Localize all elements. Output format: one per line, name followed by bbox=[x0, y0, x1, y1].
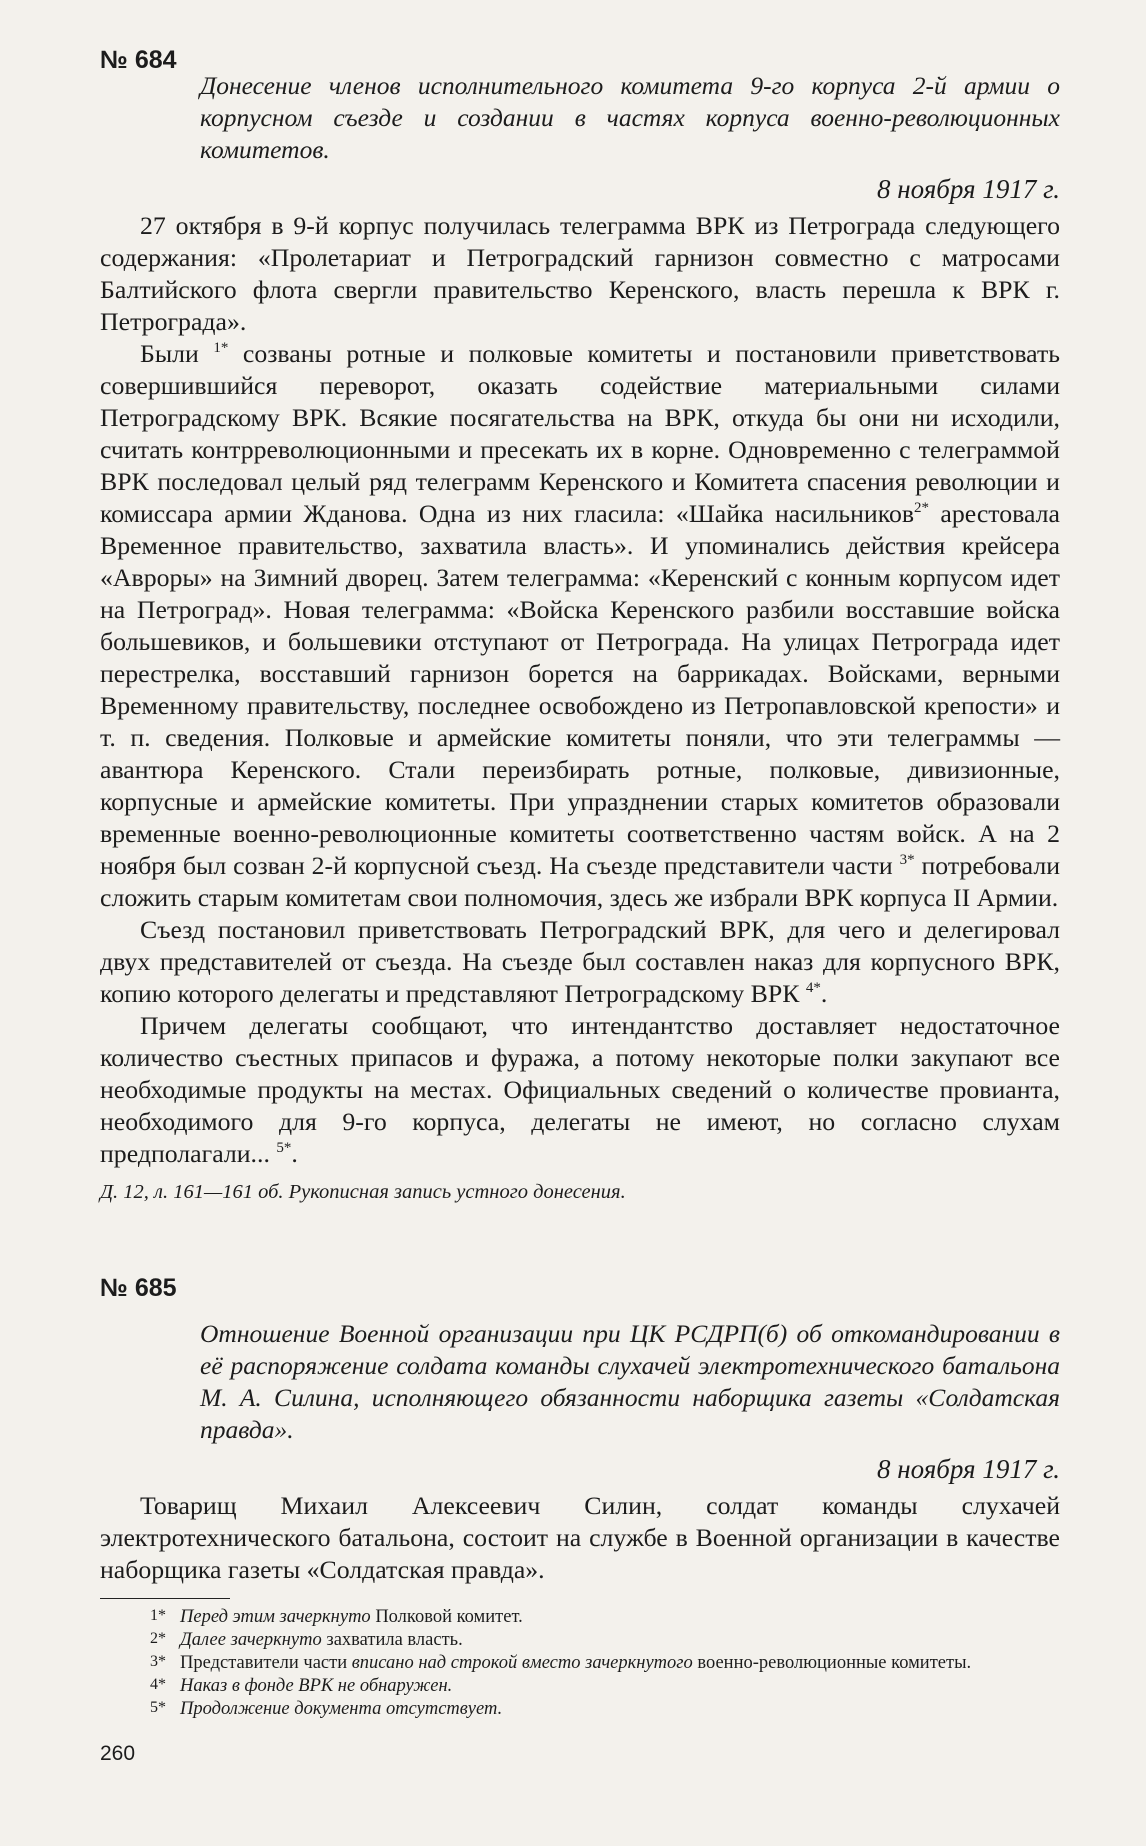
footnote: 4* Наказ в фонде ВРК не обнаружен. bbox=[150, 1676, 453, 1696]
footnote-ref: 3* bbox=[899, 852, 915, 868]
paragraph: 27 октября в 9-й корпус получилась телеграмма ВРК из Петрограда следующего содержания: «Пролетариат и Петроградский гарнизон совместно с матросами Балтийского флота свергли правительство Керенского, власть перешла к ВРК г. Петрограда». bbox=[100, 211, 1060, 336]
paragraph: Причем делегаты сообщают, что интендантство доставляет недостаточное количество съестных припасов и фуража, а потому некоторые полки закупают все необходимые продукты на местах. Официальных сведений о количестве провианта, необходимого для 9-го корпуса, делегаты не имеют, но согласно слухам предполагали... $^{5*}$. bbox=[100, 1011, 1060, 1168]
document-date: 8 ноября 1917 г. bbox=[876, 1454, 1060, 1484]
footnote-ref: 4* bbox=[805, 980, 821, 996]
paragraph: Товарищ Михаил Алексеевич Силин, солдат команды слухачей электротехнического батальона, состоит на службе в Военной организации в качестве наборщика газеты «Солдатская правда». bbox=[100, 1491, 1060, 1584]
footnote-ref: 2* bbox=[914, 500, 930, 516]
document-number: № 684 bbox=[100, 46, 177, 74]
document-number: № 685 bbox=[100, 1274, 177, 1302]
document-title: Отношение Военной организации при ЦК РСДРП(б) об откомандировании в её распоряжение солдата команды слухачей электротехнического батальона М. А. Силина, исполняющего обязанности наборщика газеты «Солдатская правда». bbox=[200, 1319, 1060, 1444]
document-title: Донесение членов исполнительного комитета 9-го корпуса 2-й армии о корпусном съезде и создании в частях корпуса военно-революционных комитетов. bbox=[200, 71, 1060, 164]
paragraph: Были $^{1*}$ созваны ротные и полковые комитеты и постановили приветствовать совершившийся переворот, оказать содействие материальными силами Петроградскому ВРК. Всякие посягательства на ВРК, откуда бы они ни исходили, считать контрреволюционными и пресекать их в корне. Одновременно с телеграммой ВРК последовал целый ряд телеграмм Керенского и Комитета спасения революции и комиссара армии Жданова. Одна из них гласила: «Шайка насильников$^{2*}$ арестовала Временное правительство, захватила власть». И упоминались действия крейсера «Авроры» на Зимний дворец. Затем телеграмма: «Керенский с конным корпусом идет на Петроград». Новая телеграмма: «Войска Керенского разбили восставшие войска большевиков, и большевики отступают от Петрограда. На улицах Петрограда идет перестрелка, восставший гарнизон борется на баррикадах. Войсками, верными Временному правительству, последнее освобождено из Петропавловской крепости» и т. п. сведения. Полковые и армейские комитеты поняли, что эти телеграммы — авантюра Керенского. Стали переизбирать ротные, полковые, дивизионные, корпусные и армейские комитеты. При упразднении старых комитетов образовали временные военно-революционные комитеты соответственно частям войск. А на 2 ноября был созван 2-й корпусной съезд. На съезде представители части $^{3*}$ потребовали сложить старым комитетам свои полномочия, здесь же избрали ВРК корпуса II Армии. bbox=[100, 339, 1061, 912]
footnote: 5* Продолжение документа отсутствует. bbox=[150, 1699, 503, 1719]
footnote-divider bbox=[100, 1598, 230, 1599]
page-number: 260 bbox=[100, 1742, 136, 1765]
footnote-ref: 1* bbox=[213, 340, 229, 356]
archive-source: Д. 12, л. 161—161 об. Рукописная запись устного донесения. bbox=[100, 1181, 626, 1203]
document-date: 8 ноября 1917 г. bbox=[876, 174, 1060, 204]
paragraph: Съезд постановил приветствовать Петроградский ВРК, для чего и делегировал двух представителей от съезда. На съезде был составлен наказ для корпусного ВРК, копию которого делегаты и представляют Петроградскому ВРК $^{4*}$. bbox=[100, 915, 1060, 1008]
footnote: 1* Перед этим зачеркнуто Полковой комитет. bbox=[150, 1607, 523, 1627]
footnote: 3* Представители части вписано над строкой вместо зачеркнутого военно-революционные комитеты. bbox=[150, 1653, 972, 1673]
footnote-ref: 5* bbox=[276, 1140, 292, 1156]
footnote: 2* Далее зачеркнуто захватила власть. bbox=[150, 1630, 463, 1650]
